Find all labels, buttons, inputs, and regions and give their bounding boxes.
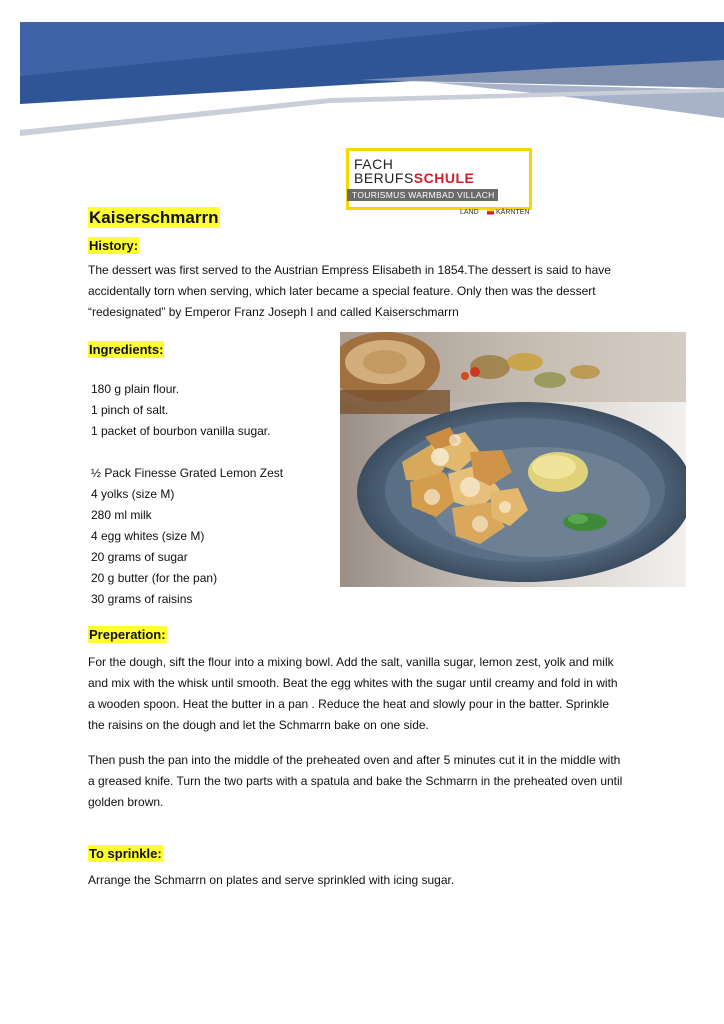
preparation-heading: Preperation: xyxy=(89,627,166,642)
preparation-paragraph-2 xyxy=(88,750,648,813)
preparation-line: For the dough, sift the flour into a mixing bowl. Add the salt, vanilla sugar, lemon zest, yolk and milk xyxy=(88,655,614,669)
preparation-line: golden brown. xyxy=(88,795,164,809)
carinthia-flag-icon xyxy=(487,208,494,218)
ingredient-item: 30 grams of raisins xyxy=(91,592,193,606)
ingredient-item: 20 g butter (for the pan) xyxy=(91,571,218,585)
sprinkle-heading: To sprinkle: xyxy=(89,846,162,861)
history-line: accidentally torn when serving, which later became a special feature. Only then was the dessert xyxy=(88,284,596,298)
history-line: “redesignated” by Emperor Franz Joseph I and called Kaiserschmarrn xyxy=(88,305,459,319)
logo-line-fach: FACH xyxy=(354,156,394,172)
school-logo xyxy=(346,148,538,222)
preparation-line: a greased knife. Turn the two parts with a spatula and bake the Schmarrn in the preheated oven until xyxy=(88,774,623,788)
recipe-title: Kaiserschmarrn xyxy=(89,208,219,227)
preparation-line: and mix with the whisk until smooth. Beat the egg whites with the sugar until creamy and fold in with xyxy=(88,676,618,690)
preparation-line: a wooden spoon. Heat the butter in a pan . Reduce the heat and slowly pour in the batter. Sprinkle xyxy=(88,697,610,711)
preparation-line: the raisins on the dough and let the Schmarrn bake on one side. xyxy=(88,718,429,732)
ingredient-item: 4 egg whites (size M) xyxy=(91,529,205,543)
logo-line-berufsschule: BERUFSSCHULE xyxy=(354,170,475,186)
logo-subtitle-bar: TOURISMUS WARMBAD VILLACH xyxy=(347,189,498,201)
ingredient-spacer xyxy=(91,442,283,463)
kaiserschmarrn-photo xyxy=(340,332,686,587)
preparation-paragraph-1 xyxy=(88,652,648,736)
ingredient-item: 20 grams of sugar xyxy=(91,550,188,564)
ingredient-item: 280 ml milk xyxy=(91,508,152,522)
ingredients-list xyxy=(91,379,283,610)
history-text xyxy=(88,260,648,323)
preparation-line: Then push the pan into the middle of the preheated oven and after 5 minutes cut it in the middle with xyxy=(88,753,621,767)
ingredient-item: 1 packet of bourbon vanilla sugar. xyxy=(91,424,271,438)
sprinkle-text: Arrange the Schmarrn on plates and serve sprinkled with icing sugar. xyxy=(88,873,455,887)
logo-land-text: LAND xyxy=(460,209,479,216)
ingredient-item: 4 yolks (size M) xyxy=(91,487,175,501)
logo-kaernten-text: KÄRNTEN xyxy=(496,209,530,216)
ingredient-item: 180 g plain flour. xyxy=(91,382,180,396)
ingredient-item: ½ Pack Finesse Grated Lemon Zest xyxy=(91,466,284,480)
history-heading: History: xyxy=(89,238,139,253)
history-line: The dessert was first served to the Austrian Empress Elisabeth in 1854.The dessert is said to have xyxy=(88,263,611,277)
ingredient-item: 1 pinch of salt. xyxy=(91,403,169,417)
ingredients-heading: Ingredients: xyxy=(89,342,164,357)
header-banner xyxy=(0,0,724,150)
